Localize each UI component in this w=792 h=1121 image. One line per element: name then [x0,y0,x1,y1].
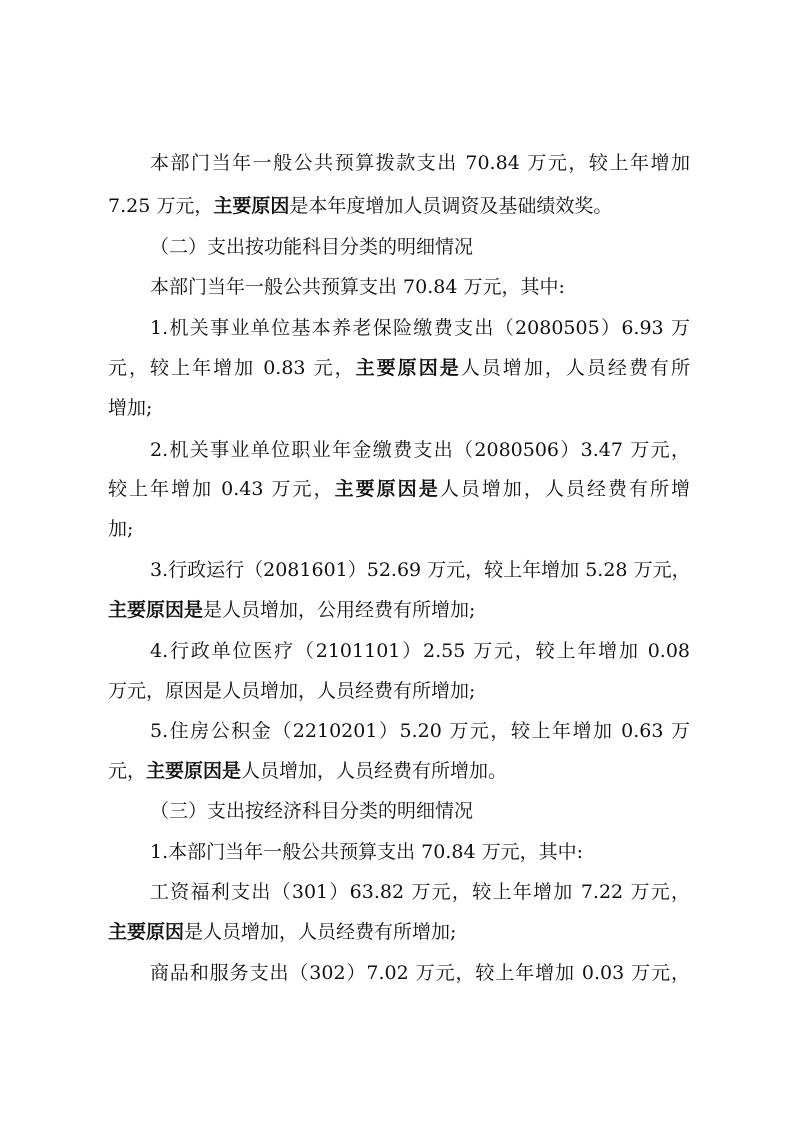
text-line: 加; [108,518,134,540]
text-line: 万元，原因是人员增加，人员经费有所增加; [108,680,476,702]
text-line: 元，主要原因是人员增加，人员经费有所增加。 [108,760,508,782]
text-line: 2.机关事业单位职业年金缴费支出（2080506）3.47 万元， [150,439,690,461]
text-line: 3.行政运行（2081601）52.69 万元，较上年增加 5.28 万元， [150,559,691,581]
bold-phrase: 主要原因是 [108,599,204,621]
text-line: 主要原因是人员增加，人员经费有所增加; [108,921,457,943]
bold-phrase: 主要原因 [108,921,185,943]
text-line: 7.25 万元，主要原因是本年度增加人员调资及基础绩效奖。 [108,195,613,217]
section-heading: （三）支出按经济科目分类的明细情况 [150,800,474,822]
bold-phrase: 主要原因是 [334,478,440,500]
text-line: 本部门当年一般公共预算拨款支出 70.84 万元，较上年增加 [150,152,690,174]
text-line: 工资福利支出（301）63.82 万元，较上年增加 7.22 万元， [150,881,690,903]
text-line: 增加; [108,397,153,419]
text-line: 商品和服务支出（302）7.02 万元，较上年增加 0.03 万元， [150,962,690,984]
bold-phrase: 主要原因 [213,195,290,217]
text-line: 5.住房公积金（2210201）5.20 万元，较上年增加 0.63 万 [150,720,690,742]
bold-phrase: 主要原因是 [355,357,461,379]
text-line: 较上年增加 0.43 万元，主要原因是人员增加，人员经费有所增 [108,478,690,500]
text-line: 主要原因是是人员增加，公用经费有所增加; [108,599,476,621]
text-line: 1.本部门当年一般公共预算支出 70.84 万元，其中: [150,841,584,863]
text-line: 元，较上年增加 0.83 元，主要原因是人员增加，人员经费有所 [108,357,690,379]
bold-phrase: 主要原因是 [146,760,242,782]
section-heading: （二）支出按功能科目分类的明细情况 [150,236,474,258]
text-line: 本部门当年一般公共预算支出 70.84 万元，其中: [150,276,565,298]
text-line: 4.行政单位医疗（2101101）2.55 万元，较上年增加 0.08 [150,640,690,662]
text-line: 1.机关事业单位基本养老保险缴费支出（2080505）6.93 万 [150,317,690,339]
